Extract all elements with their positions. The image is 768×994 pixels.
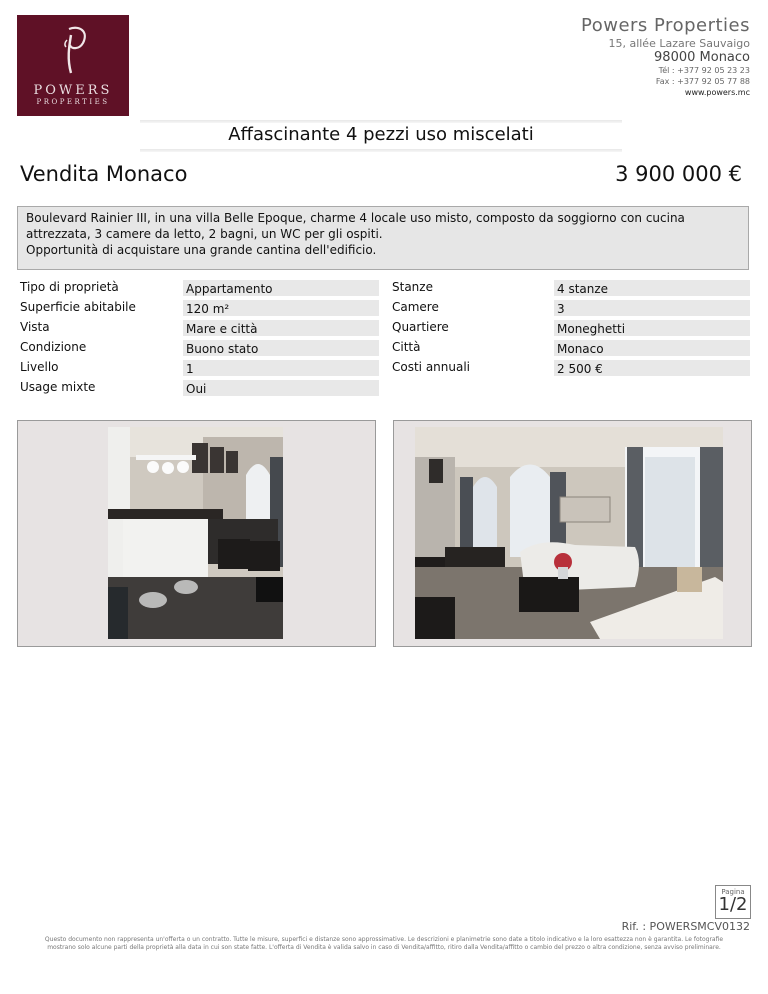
spec-value-area: 120 m² bbox=[183, 300, 379, 316]
photo-living-room[interactable] bbox=[415, 427, 723, 639]
page-number: 1/2 bbox=[718, 894, 748, 915]
spec-value-bedrooms: 3 bbox=[554, 300, 750, 316]
photo-kitchen-living[interactable] bbox=[108, 427, 283, 639]
spec-label-level: Livello bbox=[20, 360, 59, 374]
spec-value-mixed-use: Oui bbox=[183, 380, 379, 396]
spec-label-area: Superficie abitabile bbox=[20, 300, 136, 314]
agency-website-link[interactable]: www.powers.mc bbox=[684, 88, 750, 97]
spec-value-city: Monaco bbox=[554, 340, 750, 356]
spec-label-rooms: Stanze bbox=[392, 280, 433, 294]
spec-label-view: Vista bbox=[20, 320, 50, 334]
spec-value-district: Moneghetti bbox=[554, 320, 750, 336]
description-line: attrezzata, 3 camere da letto, 2 bagni, un WC per gli ospiti. bbox=[26, 227, 383, 241]
listing-price: 3 900 000 € bbox=[615, 162, 742, 186]
reference-code: Rif. : POWERSMCV0132 bbox=[621, 920, 750, 933]
description-line: Boulevard Rainier III, in una villa Belle Epoque, charme 4 locale uso misto, composto da soggiorno con cucina bbox=[26, 211, 685, 225]
spec-label-condition: Condizione bbox=[20, 340, 87, 354]
spec-label-mixed-use: Usage mixte bbox=[20, 380, 96, 394]
spec-value-rooms: 4 stanze bbox=[554, 280, 750, 296]
agency-logo bbox=[17, 15, 129, 116]
spec-label-annual-costs: Costi annuali bbox=[392, 360, 471, 374]
spec-label-bedrooms: Camere bbox=[392, 300, 439, 314]
logo-brand-subtitle: PROPERTIES bbox=[36, 98, 110, 106]
spec-value-annual-costs: 2 500 € bbox=[554, 360, 750, 376]
deal-type: Vendita Monaco bbox=[20, 162, 188, 186]
spec-value-type: Appartamento bbox=[183, 280, 379, 296]
spec-label-type: Tipo di proprietà bbox=[20, 280, 119, 294]
agency-name: Powers Properties bbox=[581, 15, 750, 36]
agency-contact bbox=[581, 15, 750, 98]
agency-street: 15, allée Lazare Sauvaigo bbox=[608, 37, 750, 50]
description-line: Opportunità di acquistare una grande cantina dell'edificio. bbox=[26, 243, 377, 257]
spec-label-city: Città bbox=[392, 340, 421, 354]
listing-description bbox=[17, 206, 749, 270]
spec-value-condition: Buono stato bbox=[183, 340, 379, 356]
disclaimer-line: Questo documento non rappresenta un'offerta o un contratto. Tutte le misure, superfici e distanze sono approssimative. Le descrizioni e planimetrie sono date a titolo indicativo e la loro esattezza non è garantita. Le fotografie bbox=[44, 936, 724, 943]
spec-value-level: 1 bbox=[183, 360, 379, 376]
spec-value-view: Mare e città bbox=[183, 320, 379, 336]
agency-fax: Fax : +377 92 05 77 88 bbox=[655, 77, 750, 86]
logo-brand-name: POWERS bbox=[33, 83, 113, 98]
agency-city: 98000 Monaco bbox=[654, 50, 750, 65]
listing-headline: Affascinante 4 pezzi uso miscelati bbox=[228, 124, 534, 145]
legal-disclaimer bbox=[10, 936, 758, 952]
page-indicator bbox=[715, 885, 751, 919]
page-label: Pagina bbox=[721, 888, 745, 896]
spec-label-district: Quartiere bbox=[392, 320, 449, 334]
agency-tel: Tél : +377 92 05 23 23 bbox=[658, 66, 750, 75]
disclaimer-line: mostrano solo alcune parti della proprietà alla data in cui son state fatte. L'offerta di Vendita è valida salvo in caso di Vendita/affitto, ritiro dalla Vendita/affitto o cambio del prezzo o altra condizione, senza avviso preliminare. bbox=[47, 944, 721, 951]
